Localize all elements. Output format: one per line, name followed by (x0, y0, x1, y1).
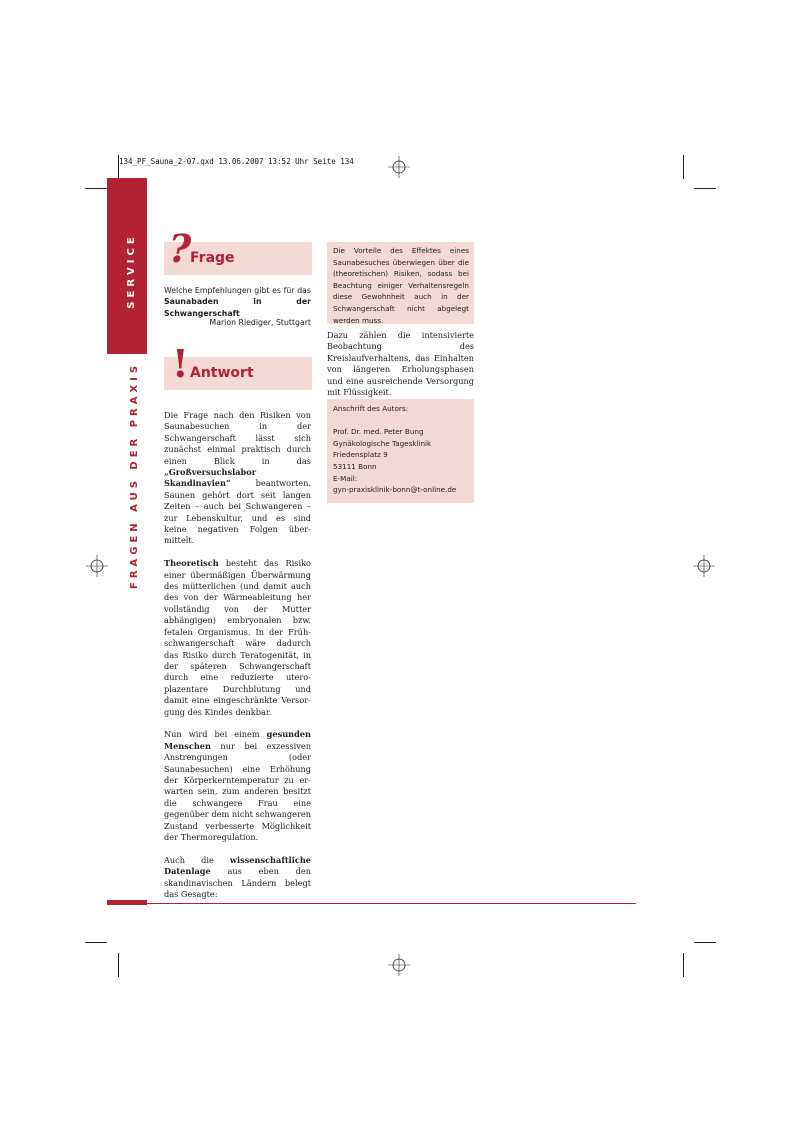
question-bold: Saunabaden in der Schwangerschaft (164, 297, 311, 318)
crop-mark (85, 188, 107, 189)
footer-rule (147, 903, 636, 904)
exclamation-mark-icon: ! (172, 341, 189, 386)
answer-text: aus eben den skandinavischen Ländern belegt das Gesagte: (164, 866, 311, 900)
answer-text: nur bei exzessiven Anstrengungen (oder Saunabesuchen) eine Erhöhung der Körperkerntemperatur zu erwarten sein, zum anderen besitzt die schwangere Frau eine gegenüber dem nicht schwangeren Zustand verbesserte Möglichkeit der Thermoregulation. (164, 740, 311, 842)
question-lead: Welche Empfehlungen gibt es für das (164, 286, 311, 295)
address-city: 53111 Bonn (333, 461, 377, 471)
address-email-label: E-Mail: (333, 473, 358, 483)
answer-text: besteht das Risiko einer übermäßigen Überwärmung des mütterlichen (und damit auch des von der Wärmeableitung her vollständig von der Mutter abhängigen) embryonalen bzw. fetalen Organismus. In der Frühschwangerschaft wäre dadurch das Risiko durch Teratogenität, in der späteren Schwangerschaft durch eine reduzierte utero-plazentare Durchblutung und damit eine eingeschränkte Versorgung des Kindes denkbar. (164, 558, 311, 717)
answer-paragraph (164, 558, 311, 718)
answer-text: Auch die (164, 854, 230, 865)
crop-mark (683, 155, 684, 179)
summary-text: Die Vorteile des Effektes eines Saunabesuches überwiegen über die (theoretischen) Risiken, sodass bei Beachtung einiger Verhaltensregeln diese Gewohnheit auch in der Schwangerschaft nicht abgelegt werden muss. (333, 246, 469, 325)
answer-body (164, 410, 311, 900)
crop-mark (694, 942, 716, 943)
answer-bold: gesunden Menschen (164, 729, 311, 751)
address-heading: Anschrift des Autors: (333, 404, 409, 413)
question-text (164, 285, 311, 319)
crop-mark (85, 942, 107, 943)
registration-mark-icon (693, 555, 715, 577)
printer-slug: 134_PF_Sauna_2-07.qxd 13.06.2007 13:52 Uhr Seite 134 (119, 157, 354, 166)
answer-paragraph (164, 410, 311, 547)
crop-mark (118, 155, 119, 179)
answer-bold: Theoretisch (164, 558, 219, 569)
address-clinic: Gynäkologische Tagesklinik (333, 438, 432, 448)
section-label: FRAGEN AUS DER PRAXIS (129, 361, 140, 589)
crop-mark (118, 953, 119, 977)
registration-mark-icon (86, 555, 108, 577)
answer-paragraph (164, 729, 311, 843)
address-text (333, 403, 471, 496)
address-email: gyn-praxisklinik-bonn@t-online.de (333, 485, 457, 495)
answer-text: Die Frage nach den Risiken von Saunabesuchen in der Schwangerschaft lässt sich zunächst einmal praktisch durch einen Blick in das (164, 410, 311, 466)
address-name: Prof. Dr. med. Peter Bung (333, 427, 424, 437)
answer-bold: wissenschaftliche Datenlage (164, 854, 311, 877)
answer-paragraph (164, 855, 311, 901)
crop-mark (683, 953, 684, 977)
answer-text: beantworten. Saunen gehört dort seit langen Zeiten – auch bei Schwangeren – zur Lebenskultur, und es sind keine negativen Folgen übermittelt. (164, 478, 311, 546)
registration-mark-icon (388, 954, 410, 976)
service-label: SERVICE (126, 233, 137, 309)
frage-label: Frage (190, 250, 235, 266)
column2-paragraph: Dazu zählen die intensivierte Beobachtung des Kreislaufverhaltens, das Einhalten von längeren Erholungsphasen und eine ausreichende Versorgung mit Flüssigkeit. (327, 330, 474, 398)
antwort-label: Antwort (190, 365, 254, 381)
footer-accent-bar (107, 900, 147, 905)
question-author: Marion Riediger, Stuttgart (209, 318, 311, 327)
registration-mark-icon (388, 156, 410, 178)
question-mark-icon: ? (169, 226, 192, 271)
address-street: Friedensplatz 9 (333, 450, 388, 460)
crop-mark (694, 188, 716, 189)
answer-bold: „Großversuchslabor Skandinavien“ (164, 467, 257, 489)
answer-text: Nun wird bei einem (164, 729, 267, 740)
